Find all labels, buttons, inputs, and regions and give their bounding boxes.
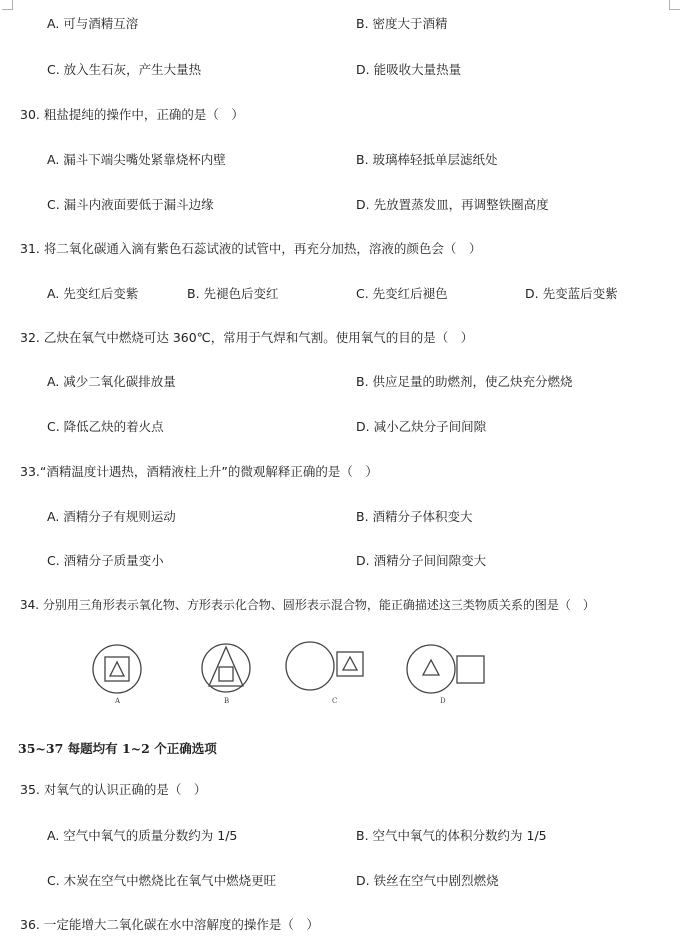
- q33-option-c: C. 酒精分子质量变小: [47, 553, 164, 568]
- diagram-c-label: C: [332, 697, 338, 705]
- q31-option-d: D. 先变蓝后变紫: [525, 286, 618, 301]
- q30-option-b: B. 玻璃棒轻抵单层滤纸处: [356, 152, 498, 167]
- diagram-d-label: D: [440, 697, 446, 705]
- q30-option-c: C. 漏斗内液面要低于漏斗边缘: [47, 197, 214, 212]
- diagram-c: [286, 642, 363, 690]
- q32-option-c: C. 降低乙炔的着火点: [47, 419, 164, 434]
- q35-option-d: D. 铁丝在空气中剧烈燃烧: [356, 873, 499, 888]
- q32-stem: 32. 乙炔在氧气中燃烧可达 360℃，常用于气焊和气割。使用氧气的目的是（ ）: [20, 330, 474, 345]
- q29-option-d: D. 能吸收大量热量: [356, 62, 462, 77]
- q32-option-d: D. 减小乙炔分子间间隙: [356, 419, 487, 434]
- q29-option-b: B. 密度大于酒精: [356, 16, 448, 31]
- q33-option-d: D. 酒精分子间间隙变大: [356, 553, 487, 568]
- q31-option-c: C. 先变红后褪色: [356, 286, 448, 301]
- q31-option-a: A. 先变红后变紫: [47, 286, 139, 301]
- q34-stem: 34. 分别用三角形表示氧化物、方形表示化合物、圆形表示混合物，能正确描述这三类物质关系的图是（ ）: [20, 598, 595, 612]
- q29-option-c: C. 放入生石灰，产生大量热: [47, 62, 202, 77]
- page-corner-mark-left: [2, 0, 13, 10]
- q30-option-a: A. 漏斗下端尖嘴处紧靠烧杯内壁: [47, 152, 226, 167]
- q29-option-a: A. 可与酒精互溶: [47, 16, 139, 31]
- q32-option-b: B. 供应足量的助燃剂，使乙炔充分燃烧: [356, 374, 573, 389]
- page-corner-mark-right: [669, 0, 680, 10]
- q30-stem: 30. 粗盐提纯的操作中，正确的是（ ）: [20, 107, 244, 122]
- q35-stem: 35. 对氧气的认识正确的是（ ）: [20, 782, 207, 797]
- q35-option-c: C. 木炭在空气中燃烧比在氧气中燃烧更旺: [47, 873, 277, 888]
- diagram-a-label: A: [115, 697, 121, 705]
- q32-option-a: A. 减少二氧化碳排放量: [47, 374, 176, 389]
- section-heading: 35~37 每题均有 1~2 个正确选项: [18, 741, 217, 756]
- q31-stem: 31. 将二氧化碳通入滴有紫色石蕊试液的试管中，再充分加热，溶液的颜色会（ ）: [20, 241, 482, 256]
- q35-option-b: B. 空气中氧气的体积分数约为 1/5: [356, 828, 547, 843]
- q33-option-a: A. 酒精分子有规则运动: [47, 509, 176, 524]
- q30-option-d: D. 先放置蒸发皿，再调整铁圈高度: [356, 197, 549, 212]
- q31-option-b: B. 先褪色后变红: [187, 286, 279, 301]
- q33-stem: 33.“酒精温度计遇热，酒精液柱上升”的微观解释正确的是（ ）: [20, 464, 378, 479]
- diagram-b-label: B: [224, 697, 230, 705]
- q36-stem: 36. 一定能增大二氧化碳在水中溶解度的操作是（ ）: [20, 917, 319, 932]
- diagram-a: [93, 645, 141, 693]
- diagram-d: [407, 645, 484, 693]
- q33-option-b: B. 酒精分子体积变大: [356, 509, 473, 524]
- diagram-b: [202, 644, 250, 692]
- q35-option-a: A. 空气中氧气的质量分数约为 1/5: [47, 828, 238, 843]
- q34-diagrams: [0, 630, 683, 720]
